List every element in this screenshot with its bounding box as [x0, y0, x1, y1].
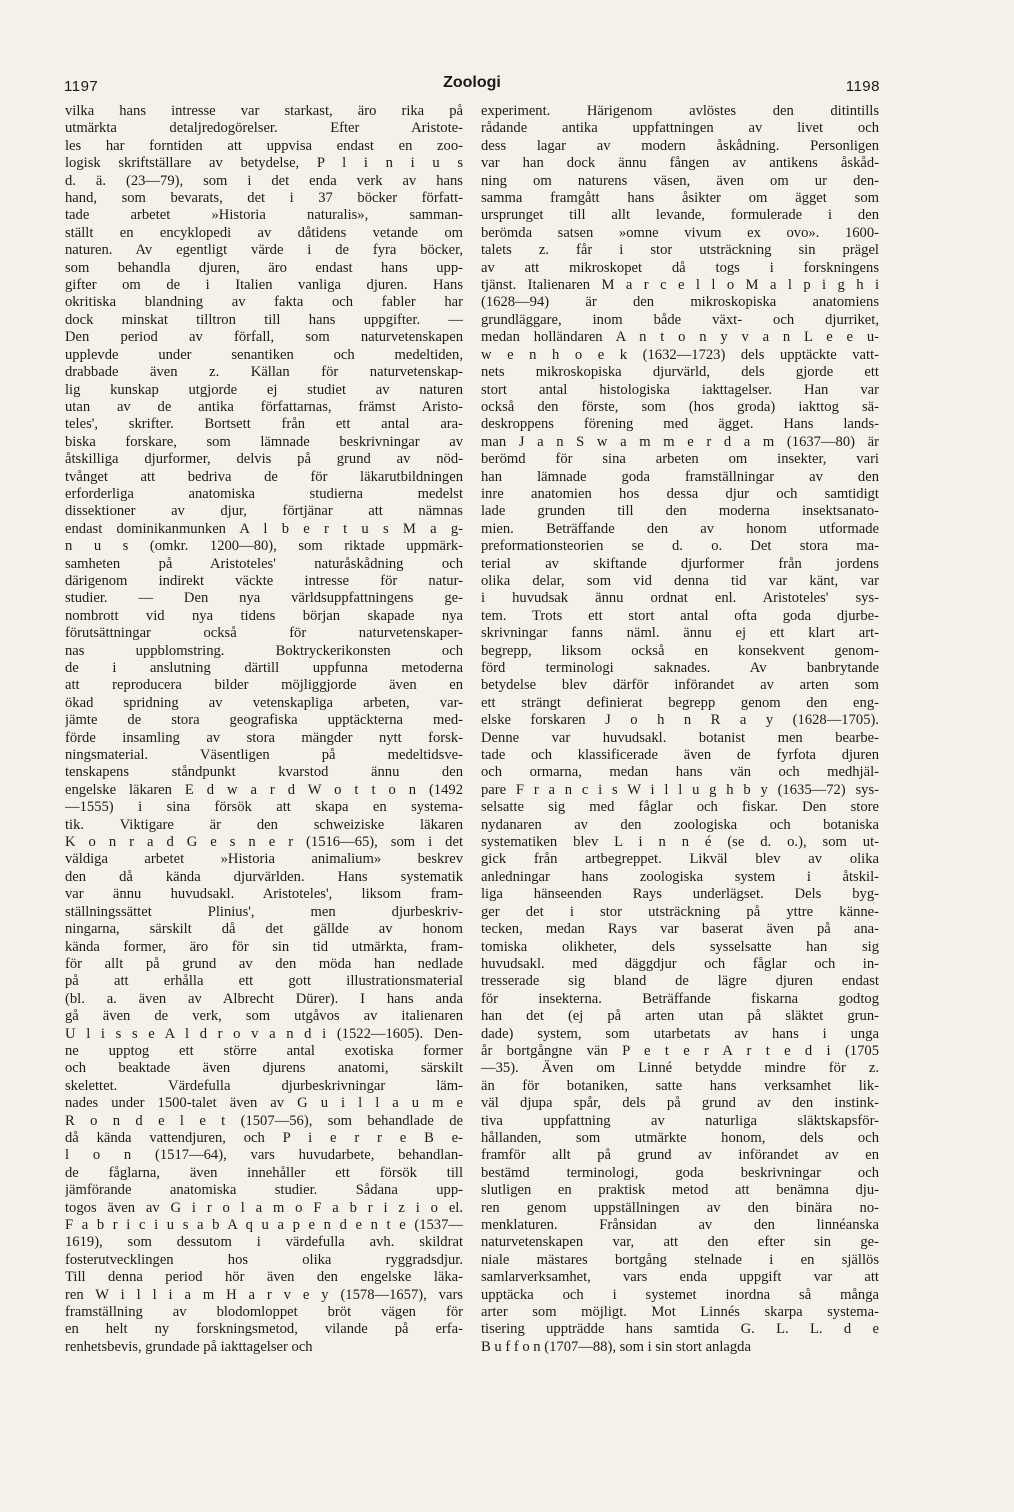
- text-line: B u f f o n (1707—88), som i sin stort anlagda: [481, 1338, 751, 1355]
- text-line: hållanden, som utmärkte honom, dels och: [481, 1129, 879, 1146]
- text-line: samma framgått hans åsikter om ägget som: [481, 190, 879, 207]
- text-line: ursprunget till allt levande, formulerade i den: [481, 207, 879, 224]
- text-line: och beaktade även djurens anatomi, särskilt: [65, 1060, 463, 1077]
- text-line: berömd för sina arbeten om insekter, vari: [481, 451, 879, 468]
- text-line: tvånget att bedriva de för läkarutbildningen: [65, 468, 463, 485]
- text-line: d. ä. (23—79), som i det enda verk av hans: [65, 172, 463, 189]
- text-line: tik. Viktigare är den schweiziske läkaren: [65, 816, 463, 833]
- text-line: berömda satsen »omne vivum ex ovo». 1600-: [481, 224, 879, 241]
- text-line: och ormarna, medan hans vän och medhjäl-: [481, 764, 879, 781]
- text-line: elske forskaren J o h n R a y (1628—1705).: [481, 712, 879, 729]
- text-line: den då kända djurvärlden. Hans systematik: [65, 868, 463, 885]
- text-line: framför allt på grund av införandet av en: [481, 1147, 879, 1164]
- text-line: R o n d e l e t (1507—56), som behandlade de: [65, 1112, 463, 1129]
- text-line: väl djupa spår, dels på grund av den instink-: [481, 1095, 879, 1112]
- text-line: (1628—94) är den mikroskopiska anatomiens: [481, 294, 879, 311]
- text-line: nades under 1500-talet även av G u i l l a u m e: [65, 1095, 463, 1112]
- text-line: systematiken blev L i n n é (se d. o.), som ut-: [481, 834, 879, 851]
- text-line: en helt ny forskningsmetod, vilande på erfa-: [65, 1321, 463, 1338]
- text-line: ökad spridning av vetenskapliga arbeten, var-: [65, 694, 463, 711]
- text-line: framställning av blodomloppet bröt vägen för: [65, 1304, 463, 1321]
- text-line: var ännu huvudsakl. Aristoteles', liksom fram-: [65, 886, 463, 903]
- text-line: tomiska olikheter, dels sysselsatte han sig: [481, 938, 879, 955]
- text-line: okritiska blandning av fakta och fabler har: [65, 294, 463, 311]
- text-line: också den förste, som (hos groda) iakttog sä-: [481, 398, 879, 415]
- text-line: jämförande anatomiska studier. Sådana upp-: [65, 1182, 463, 1199]
- text-line: än för botaniken, satte hans verksamhet lik-: [481, 1077, 879, 1094]
- text-line: experiment. Härigenom avlöstes den ditintills: [481, 103, 879, 119]
- text-line: ren W i l l i a m H a r v e y (1578—1657), vars: [65, 1286, 463, 1303]
- text-line: (bl. a. även av Albrecht Dürer). I hans anda: [65, 990, 463, 1007]
- text-line: man J a n S w a m m e r d a m (1637—80) är: [481, 433, 879, 450]
- text-line: begrepp, liksom också en konsekvent genom-: [481, 642, 879, 659]
- text-line: w e n h o e k (1632—1723) dels upptäckte vatt-: [481, 346, 879, 363]
- text-line: för insekterna. Beträffande fiskarna godtog: [481, 990, 879, 1007]
- text-line: jämte de stora geografiska upptäckterna med-: [65, 712, 463, 729]
- text-line: engelske läkaren E d w a r d W o t t o n (1492: [65, 781, 463, 798]
- text-line: olika delar, som vid denna tid var känt, var: [481, 572, 879, 589]
- text-line: ning om naturens väsen, även om ur den-: [481, 172, 879, 189]
- text-line: Till denna period hör även den engelske läka-: [65, 1269, 463, 1286]
- text-line: nets mikroskopiska djurvärld, dels gjorde ett: [481, 364, 879, 381]
- text-line: dock minskat tilltron till hans uppgifter. —: [65, 311, 463, 328]
- text-line: utmärkta detaljredogörelser. Efter Aristote-: [65, 120, 463, 137]
- text-line: —35). Även om Linné betydde mindre för z.: [481, 1060, 879, 1077]
- text-line: skrivningar fanns näml. ännu ej ett klart art-: [481, 625, 879, 642]
- text-line: tresserade sig bland de lägre djuren endast: [481, 973, 879, 990]
- text-line: upplevde under senantiken och medeltiden,: [65, 346, 463, 363]
- text-line: erforderliga anatomiska studierna medelst: [65, 485, 463, 502]
- text-line: niale mästares bortgång stelnade i en själlös: [481, 1251, 879, 1268]
- text-line: drabbade även z. Källan för naturvetenskap-: [65, 364, 463, 381]
- text-line: endast dominikanmunken A l b e r t u s M a g-: [65, 520, 463, 537]
- text-line: bestämd terminologi, goda beskrivningar och: [481, 1164, 879, 1181]
- text-line: ningsmaterial. Väsentligen på medeltidsve-: [65, 747, 463, 764]
- text-line: tade arbetet »Historia naturalis», samman-: [65, 207, 463, 224]
- text-line: teles', skrifter. Bortsett från ett antal ara-: [65, 416, 463, 433]
- text-line: nydanaren av den zoologiska och botaniska: [481, 816, 879, 833]
- text-line: ren genom uppställningen av den binära no-: [481, 1199, 879, 1216]
- text-line: logisk skriftställare av betydelse, P l i n i u s: [65, 155, 463, 172]
- text-line: renhetsbevis, grundade på iakttagelser och: [65, 1338, 313, 1355]
- text-line: för allt på grund av den möda han nedlade: [65, 955, 463, 972]
- text-line: l o n (1517—64), vars huvudarbete, behandlan-: [65, 1147, 463, 1164]
- text-line: preformationsteorien se d. o. Det stora ma-: [481, 538, 879, 555]
- text-line: naturen. Av egentligt värde i de fyra böcker,: [65, 242, 463, 259]
- text-line: dissektioner av djur, förtjänar att nämnas: [65, 503, 463, 520]
- text-line: upptäcka och i systemet inordna så många: [481, 1286, 879, 1303]
- text-line: nas uppblomstring. Boktryckerikonsten och: [65, 642, 463, 659]
- text-line: åtskilliga djurformer, delvis på grund av nöd-: [65, 451, 463, 468]
- text-line: utan av de antika författarnas, främst Aristo-: [65, 398, 463, 415]
- text-line: liga hänseenden Rays underlägset. Dels byg-: [481, 886, 879, 903]
- text-line: lig kunskap utgjorde ej studiet av naturen: [65, 381, 463, 398]
- text-line: därigenom indirekt väckte intresse för natur-: [65, 572, 463, 589]
- text-line: vilka hans intresse var starkast, äro rika på: [65, 103, 463, 119]
- text-line: tenskapens ståndpunkt kvarstod ännu den: [65, 764, 463, 781]
- text-line: ger det i stor utsträckning på yttre känne-: [481, 903, 879, 920]
- text-line: tade och klassificerade även de fyrfota djuren: [481, 747, 879, 764]
- text-line: Denne var huvudsakl. botanist men bearbe-: [481, 729, 879, 746]
- text-line: som behandla djuren, äro endast hans upp-: [65, 259, 463, 276]
- text-line: U l i s s e A l d r o v a n d i (1522—1605). Den-: [65, 1025, 463, 1042]
- text-line: då kända vattendjuren, och P i e r r e B e-: [65, 1129, 463, 1146]
- text-line: medan holländaren A n t o n y v a n L e e u-: [481, 329, 879, 346]
- text-line: hand, som bevarats, det i 37 böcker författ-: [65, 190, 463, 207]
- text-line: les har forntiden att uppvisa endast en zoo-: [65, 137, 463, 154]
- text-line: gick från artbegreppet. Likväl blev av olika: [481, 851, 879, 868]
- text-line: de i anslutning därtill uppfunna metoderna: [65, 660, 463, 676]
- text-line: anledningar hans zoologiska system i åtskil-: [481, 868, 879, 885]
- text-line: skelettet. Värdefulla djurbeskrivningar läm-: [65, 1077, 463, 1094]
- text-line: —1555) i sina försök att skapa en systema-: [65, 799, 463, 816]
- text-line: ett strängt definierat begrepp genom den eng-: [481, 694, 879, 711]
- text-line: ställningssättet Plinius', men djurbeskriv-: [65, 903, 463, 920]
- text-line: år bortgångne vän P e t e r A r t e d i (1705: [481, 1042, 879, 1059]
- text-line: dess lagar av modern åskådning. Personligen: [481, 137, 879, 154]
- text-line: förutsättningar också för naturvetenskaper-: [65, 625, 463, 642]
- text-line: studier. — Den nya världsuppfattningens ge-: [65, 590, 463, 607]
- text-line: gifter om de i Italien vanliga djuren. Hans: [65, 277, 463, 294]
- text-line: nombrott vid nya tidens början skapade nya: [65, 607, 463, 624]
- text-line: selsatte sig med fåglar och fiskar. Den store: [481, 799, 879, 816]
- text-line: han lämnade goda framställningar av den: [481, 468, 879, 485]
- text-line: förde insamling av stora mängder nytt forsk-: [65, 729, 463, 746]
- text-line: i huvudsak ännu ordnat enl. Aristoteles' sys-: [481, 590, 879, 607]
- text-line: menklaturen. Frånsidan av den linnéanska: [481, 1217, 879, 1233]
- text-line: dade) system, som utarbetats av hans i unga: [481, 1025, 879, 1042]
- text-column-right: [481, 103, 879, 1356]
- text-line: samheten på Aristoteles' naturåskådning och: [65, 555, 463, 572]
- text-line: F a b r i c i u s a b A q u a p e n d e n t e (1537—: [65, 1217, 463, 1233]
- text-line: n u s (omkr. 1200—80), som riktade uppmärk-: [65, 538, 463, 555]
- text-line: på att erhålla ett gott illustrationsmaterial: [65, 973, 463, 990]
- text-line: tjänst. Italienaren M a r c e l l o M a l p i g h i: [481, 277, 879, 294]
- text-line: deskroppens förening med ägget. Hans lands-: [481, 416, 879, 433]
- text-line: talets z. får i stor utsträckning sin prägel: [481, 242, 879, 259]
- text-line: huvudsakl. med däggdjur och fåglar och in-: [481, 955, 879, 972]
- text-line: han det (ej på arten utan på släktet grun-: [481, 1008, 879, 1025]
- page-number-left: 1197: [64, 78, 99, 95]
- text-line: kända former, äro för sin tid utmärkta, fram-: [65, 938, 463, 955]
- text-line: rådande antika uppfattningen av livet och: [481, 120, 879, 137]
- text-line: grundläggare, inom både växt- och djurriket,: [481, 311, 879, 328]
- text-line: biska forskare, som lämnade beskrivningar av: [65, 433, 463, 450]
- text-line: stort antal histologiska iakttagelser. Han var: [481, 381, 879, 398]
- text-line: att reproducera bilder möjliggjorde även en: [65, 677, 463, 694]
- text-line: togos även av G i r o l a m o F a b r i z i o el.: [65, 1199, 463, 1216]
- text-column-left: [65, 103, 463, 1356]
- text-line: förd terminologi saknades. Av banbrytande: [481, 660, 879, 676]
- text-line: gå även de verk, som utgåvos av italienaren: [65, 1008, 463, 1025]
- text-line: pare F r a n c i s W i l l u g h b y (1635—72) sys-: [481, 781, 879, 798]
- text-line: tecken, medan Rays var baserat även på ana-: [481, 921, 879, 938]
- running-header: [64, 70, 880, 100]
- text-line: lade grunden till den moderna insektsanato-: [481, 503, 879, 520]
- text-line: samlarverksamhet, vars enda uppgift var att: [481, 1269, 879, 1286]
- text-line: terial av skiftande djurformer från jordens: [481, 555, 879, 572]
- text-line: ställt en encyklopedi av dåtidens vetande om: [65, 224, 463, 241]
- text-line: tiva uppfattning av naturliga släktskapsför-: [481, 1112, 879, 1129]
- text-line: var han dock ännu fången av antikens åskåd-: [481, 155, 879, 172]
- text-line: de fåglarna, även innehåller ett försök till: [65, 1164, 463, 1181]
- text-line: arter som möjligt. Mot Linnés skarpa systema-: [481, 1304, 879, 1321]
- text-line: av att mikroskopet då togs i forskningens: [481, 259, 879, 276]
- text-line: slutligen en praktisk metod att benämna dju-: [481, 1182, 879, 1199]
- text-line: tem. Trots ett stort antal ofta goda djurbe-: [481, 607, 879, 624]
- text-line: ne upptog ett större antal exotiska former: [65, 1042, 463, 1059]
- text-line: tisering uppträdde hans samtida G. L. L. d e: [481, 1321, 879, 1338]
- text-line: inre anatomien hos dessa djur och samtidigt: [481, 485, 879, 502]
- text-line: naturvetenskapen var, att den efter sin ge-: [481, 1234, 879, 1251]
- text-line: K o n r a d G e s n e r (1516—65), som i det: [65, 834, 463, 851]
- text-line: Den period av förfall, som naturvetenskapen: [65, 329, 463, 346]
- running-title: Zoologi: [443, 74, 501, 91]
- text-line: ningarna, särskilt då det gällde av honom: [65, 921, 463, 938]
- text-line: betydelse blev därför införandet av arten som: [481, 677, 879, 694]
- page-number-right: 1198: [845, 78, 880, 95]
- text-line: 1619), som dessutom i värdefulla avh. skildrat: [65, 1234, 463, 1251]
- text-line: väldiga arbetet »Historia animalium» beskrev: [65, 851, 463, 868]
- text-line: fosterutvecklingen hos olika ryggradsdjur.: [65, 1251, 463, 1268]
- text-line: mien. Beträffande den av honom utformade: [481, 520, 879, 537]
